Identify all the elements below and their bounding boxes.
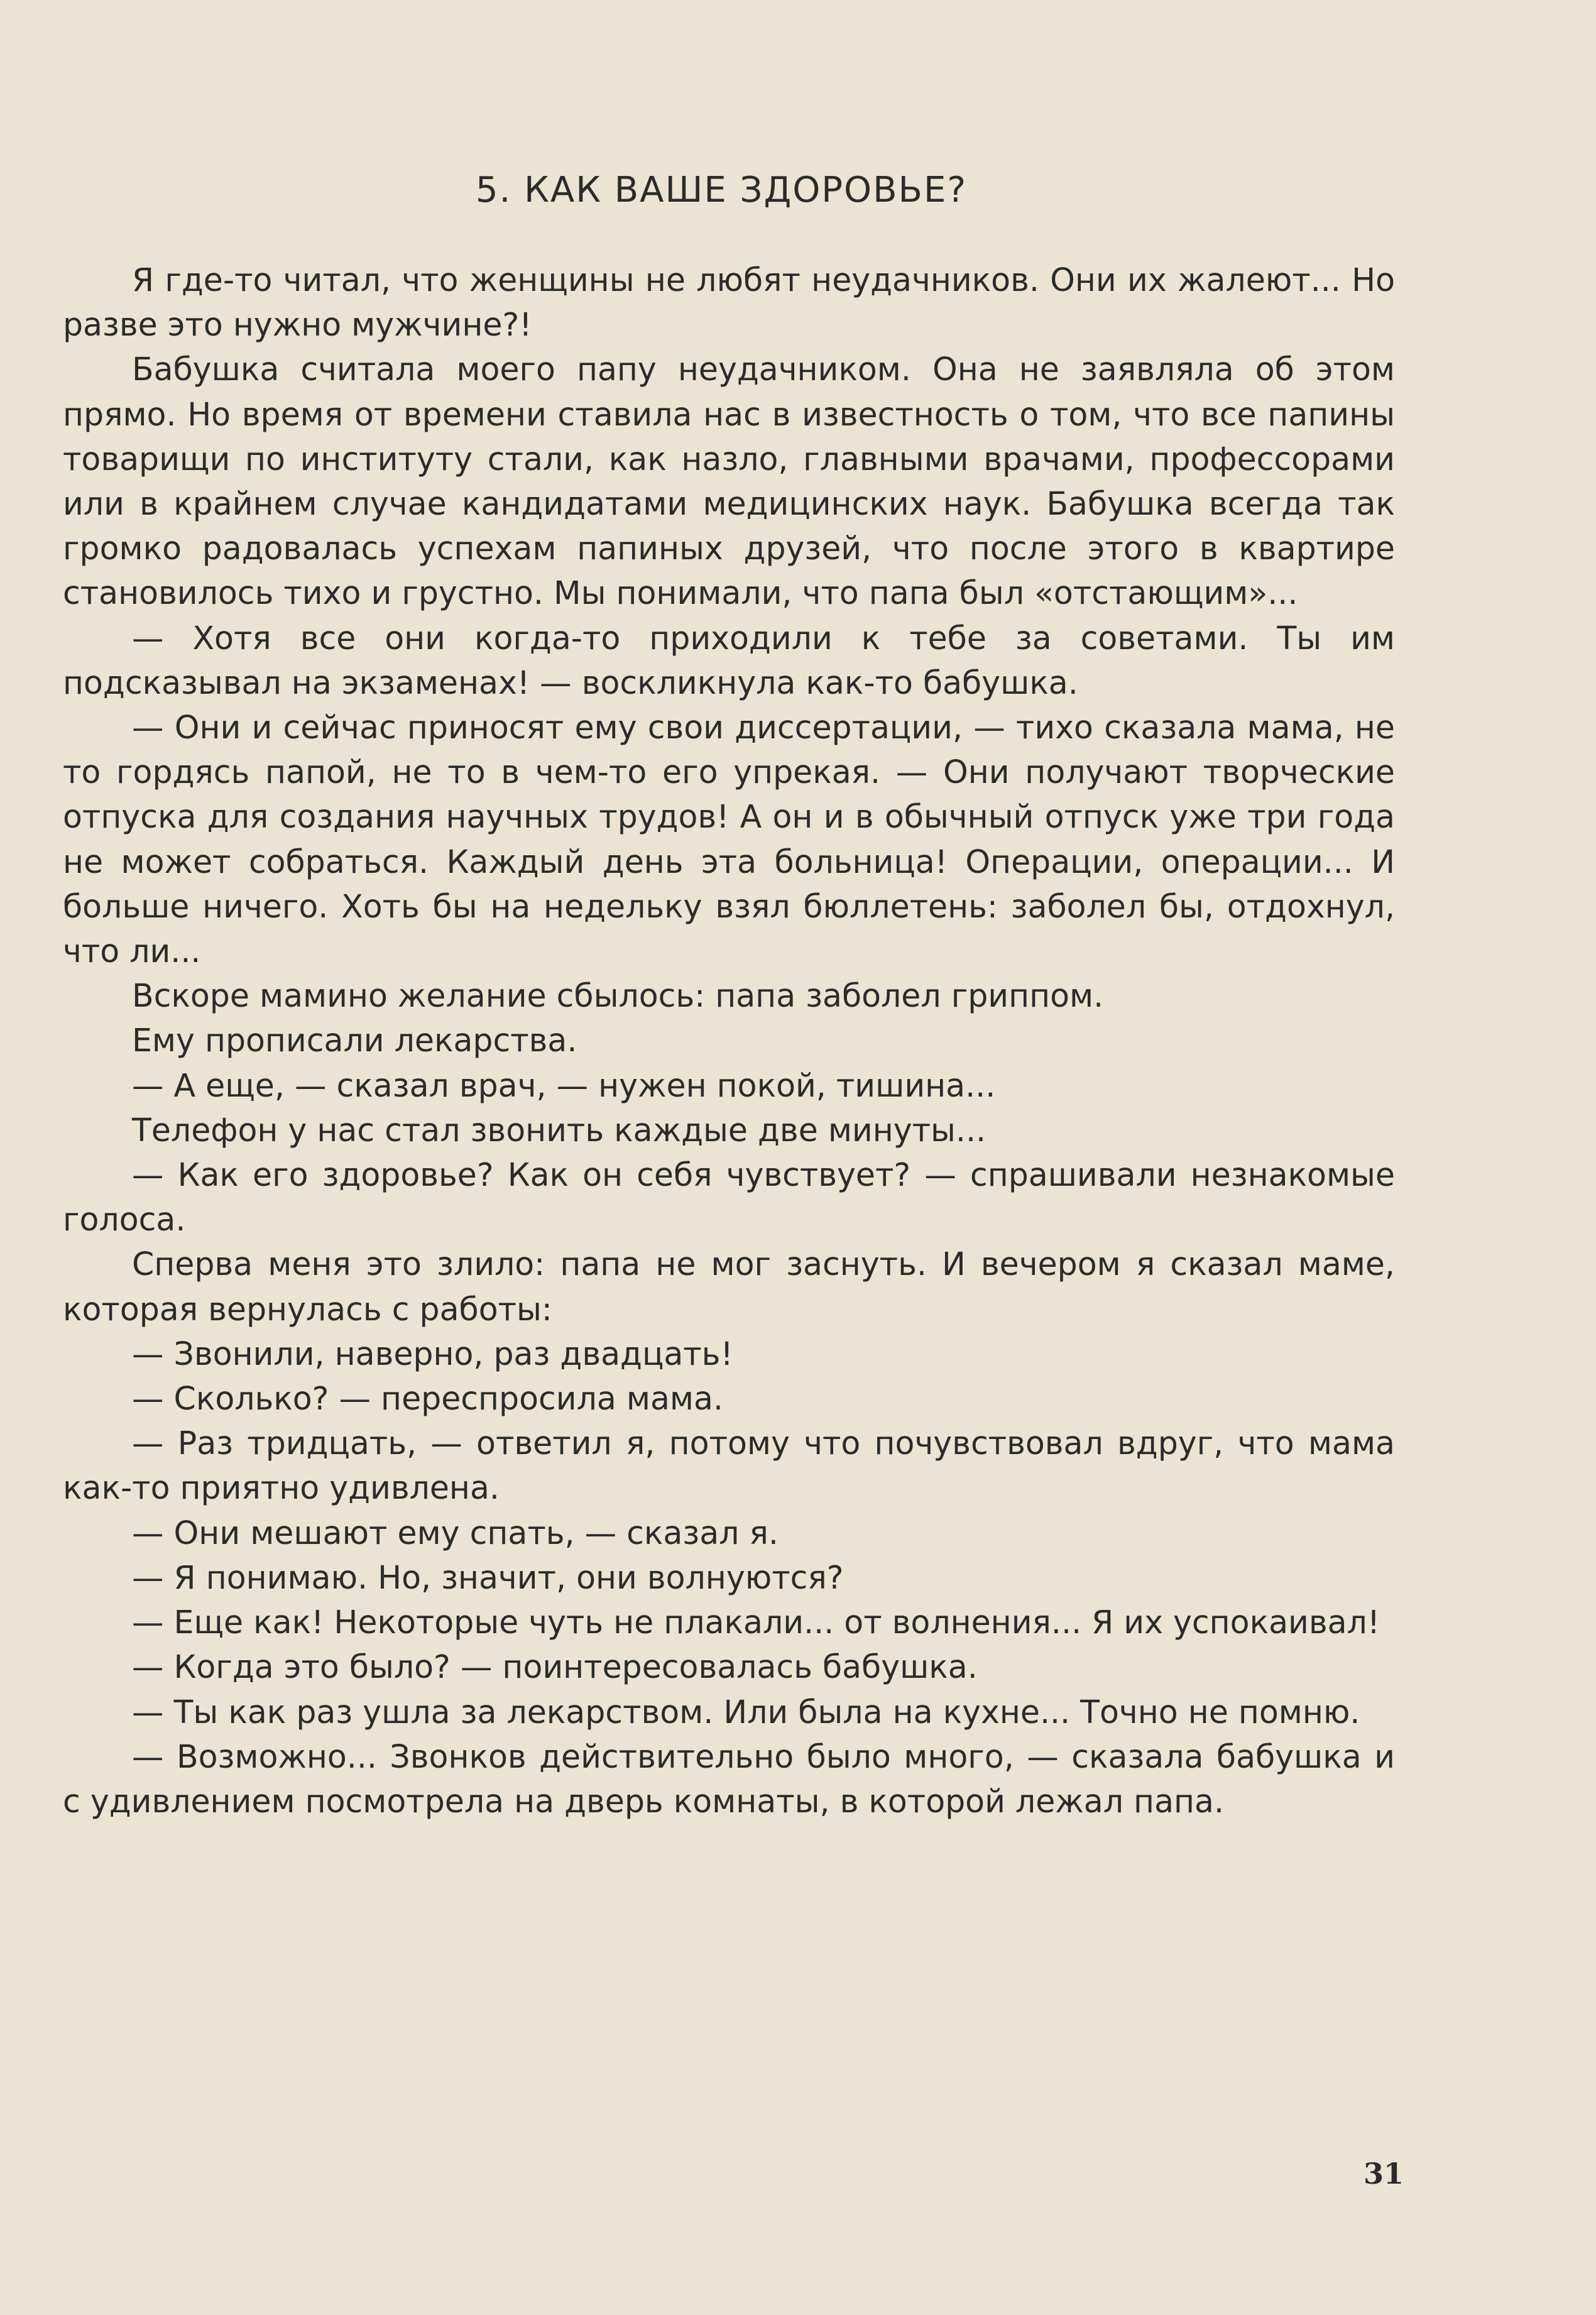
paragraph: — Еще как! Некоторые чуть не плакали... от волнения... Я их успокаивал! — [132, 1604, 1380, 1641]
paragraph: Сперва меня это злило: папа не мог заснуть. И вечером я сказал маме, которая вернулась с работы: — [63, 1245, 1395, 1328]
paragraph: Я где-то читал, что женщины не любят неудачников. Они их жалеют... Но разве это нужно мужчине?! — [63, 261, 1395, 344]
paragraph: — Они мешают ему спать, — сказал я. — [132, 1514, 779, 1552]
paragraph: — А еще, — сказал врач, — нужен покой, тишина... — [132, 1066, 996, 1104]
paragraph: — Когда это было? — поинтересовалась бабушка. — [132, 1648, 978, 1686]
paragraph: — Ты как раз ушла за лекарством. Или была на кухне... Точно не помню. — [132, 1693, 1360, 1731]
paragraph: Вскоре мамино желание сбылось: папа заболел гриппом. — [132, 977, 1104, 1015]
paragraph: Бабушка считала моего папу неудачником. Она не заявляла об этом прямо. Но время от времени ставила нас в известность о том, что все папины товарищи по институту стали, как назло, главными врачами, профессорами или в крайнем случае кандидатами медицинских наук. Бабушка всегда так громко радовалась успехам папиных друзей, что после этого в квартире становилось тихо и грустно. Мы понимали, что папа был «отстающим»... — [63, 351, 1395, 612]
paragraph: — Хотя все они когда-то приходили к тебе за советами. Ты им подсказывал на экзаменах! — воскликнула как-то бабушка. — [63, 619, 1395, 701]
paragraph: — Я понимаю. Но, значит, они волнуются? — [132, 1558, 844, 1596]
paragraph: — Раз тридцать, — ответил я, потому что почувствовал вдруг, что мама как-то приятно удивлена. — [63, 1425, 1395, 1507]
paragraph: — Звонили, наверно, раз двадцать! — [132, 1335, 733, 1372]
paragraph: — Сколько? — переспросила мама. — [132, 1380, 724, 1418]
paragraph: — Возможно... Звонков действительно было много, — сказала бабушка и с удивлением посмотрела на дверь комнаты, в которой лежал папа. — [63, 1738, 1395, 1820]
paragraph: — Они и сейчас приносят ему свои диссертации, — тихо сказала мама, не то гордясь папой, не то в чем-то его упрекая. — Они получают творческие отпуска для создания научных трудов! А он и в обычный отпуск уже три года не может собраться. Каждый день эта больница! Операции, операции... И больше ничего. Хоть бы на недельку взял бюллетень: заболел бы, отдохнул, что ли... — [63, 709, 1395, 970]
paragraph: — Как его здоровье? Как он себя чувствует? — спрашивали незнакомые голоса. — [63, 1156, 1395, 1239]
chapter-title: 5. КАК ВАШЕ ЗДОРОВЬЕ? — [475, 170, 968, 211]
chapter-body — [63, 258, 1395, 1824]
paragraph: Ему прописали лекарства. — [132, 1022, 577, 1059]
page-number: 31 — [1364, 2157, 1404, 2191]
paragraph: Телефон у нас стал звонить каждые две минуты... — [132, 1111, 987, 1149]
